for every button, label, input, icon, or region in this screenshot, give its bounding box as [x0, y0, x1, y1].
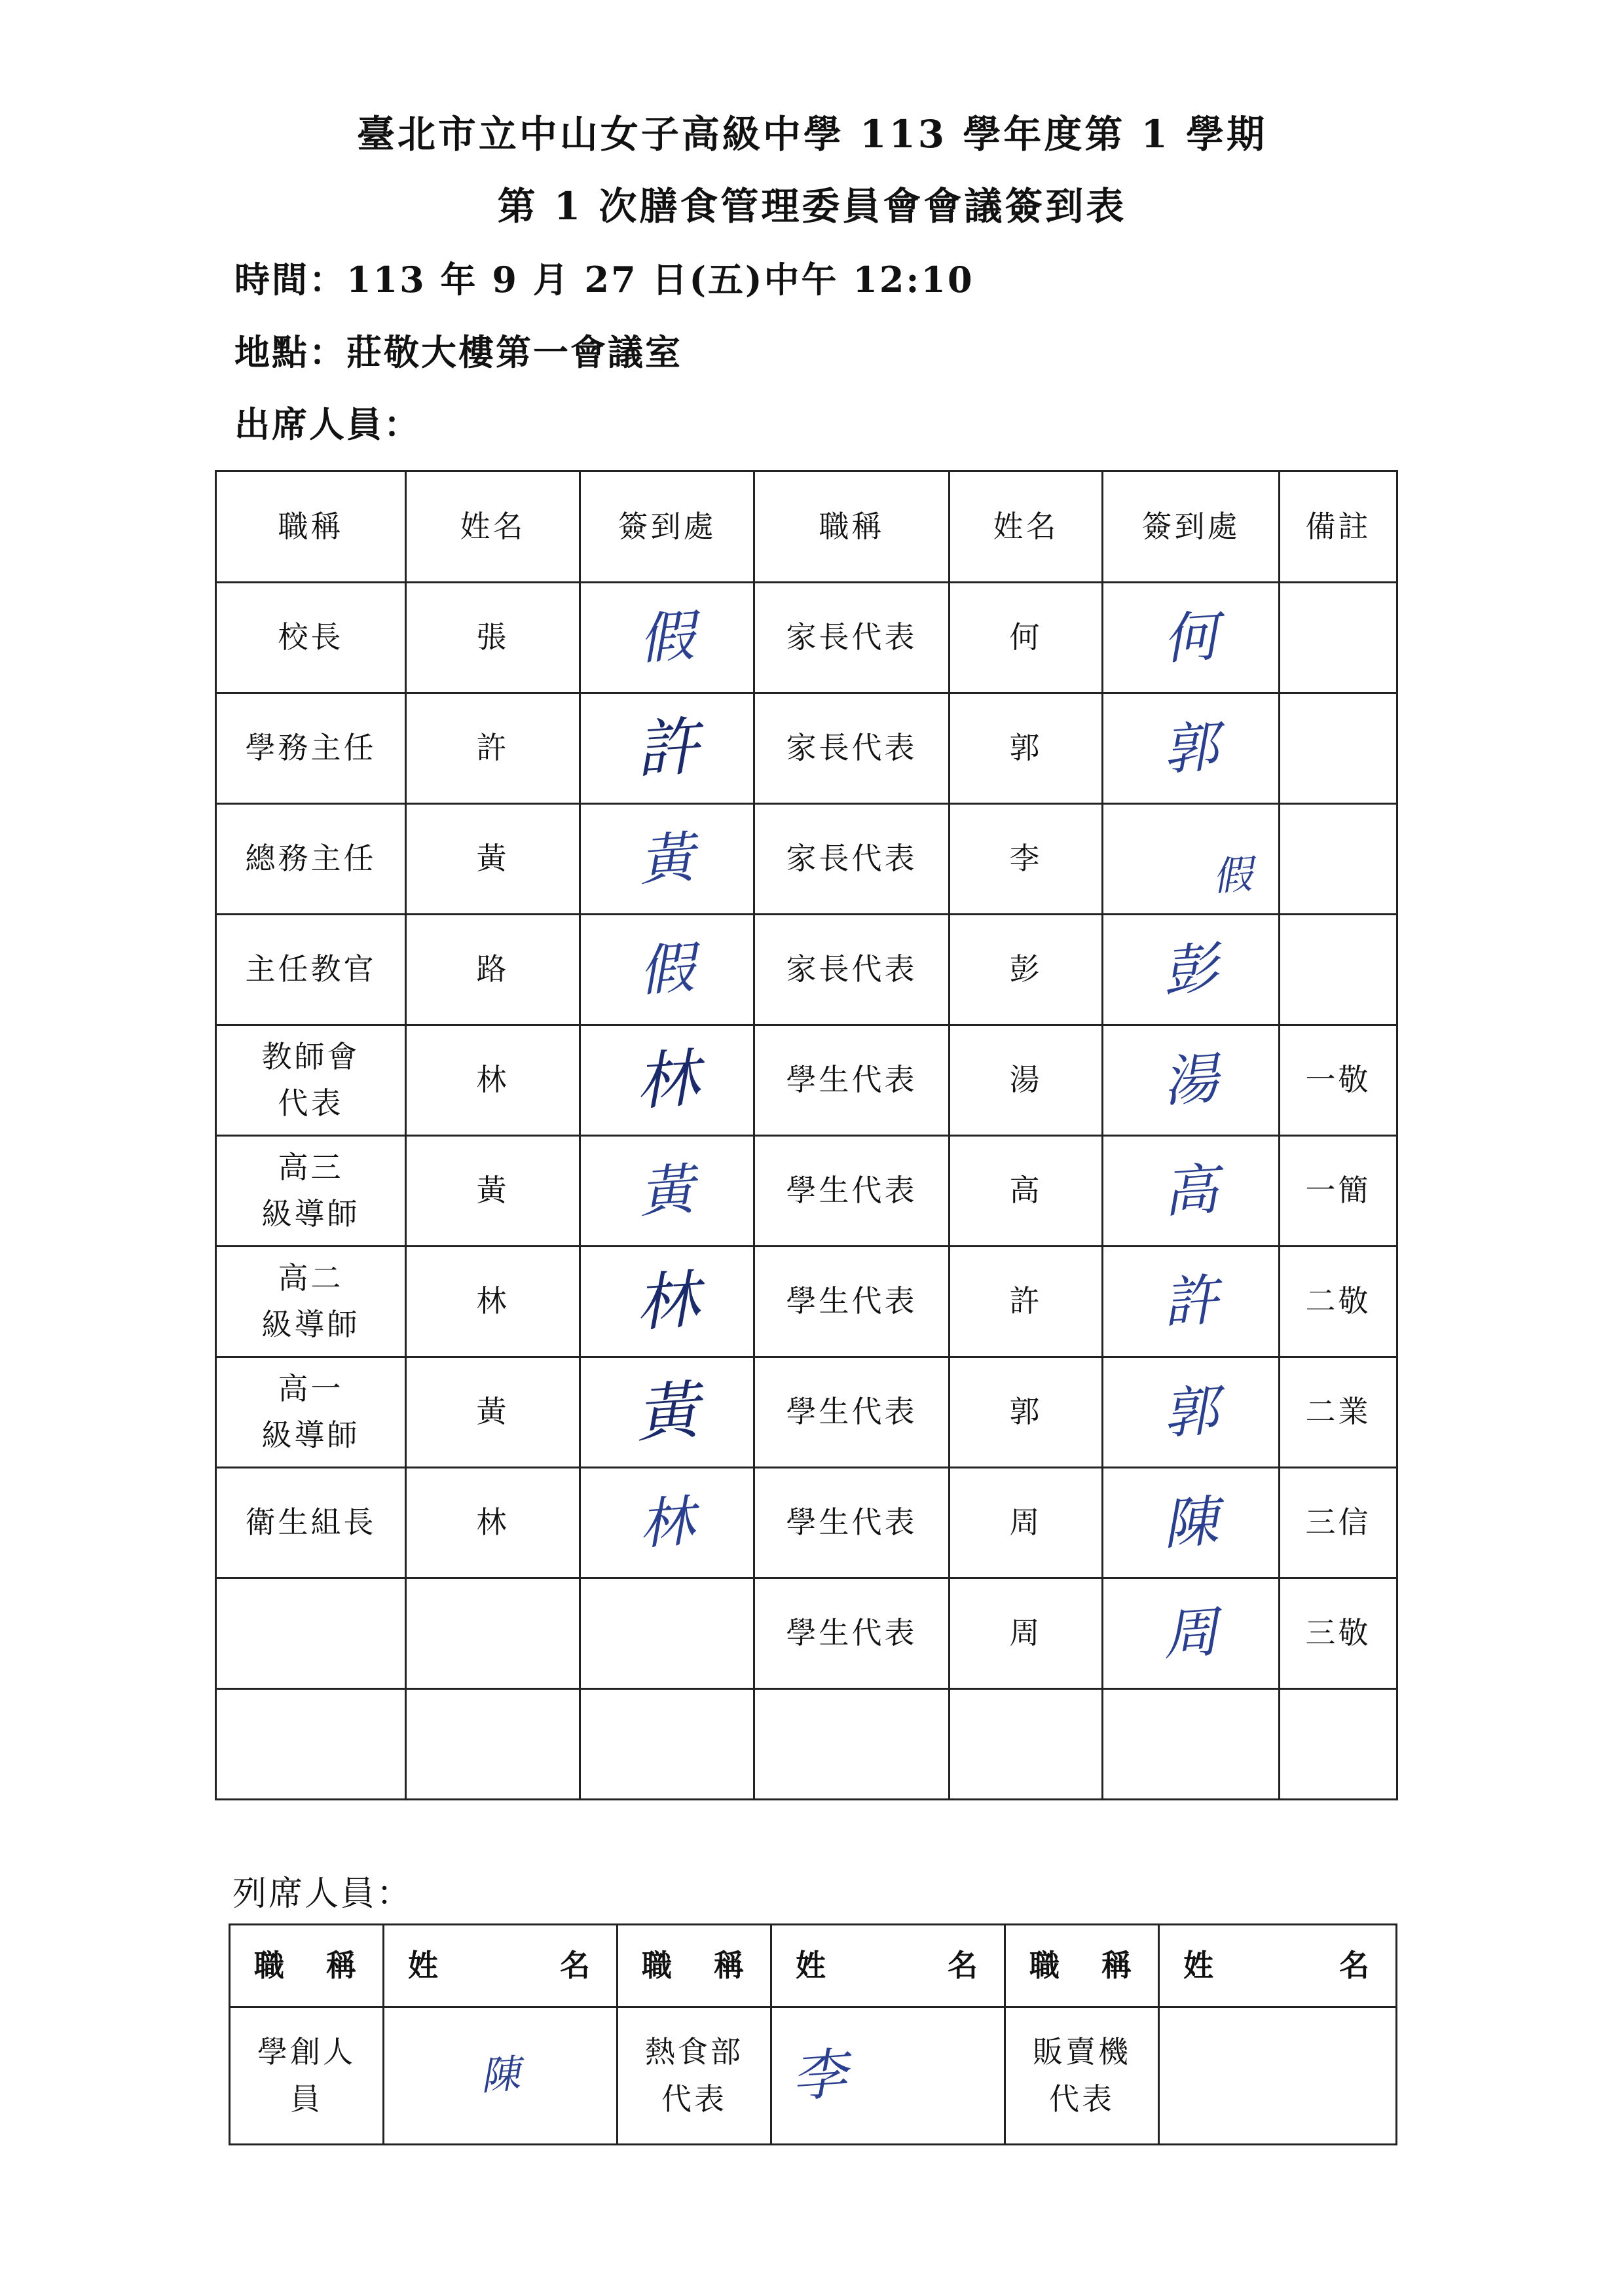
- row-signature-left: 許: [633, 709, 701, 787]
- row-signature-right: 陳: [1161, 1489, 1221, 1557]
- row-name-right-cell: [950, 1578, 1103, 1689]
- row-note-cell: [1280, 1578, 1397, 1689]
- obs-header-title-2: [618, 1925, 771, 2007]
- row-name-right-cell: [950, 804, 1103, 915]
- row-name-left-cell: [406, 804, 580, 915]
- row-signature-right-cell: [1103, 1689, 1280, 1800]
- obs-header-title-char-a: 職: [254, 1947, 287, 1983]
- row-name-right: 湯: [1009, 1062, 1043, 1098]
- row-signature-right-cell: [1103, 1468, 1280, 1578]
- row-note: 三信: [1305, 1504, 1371, 1540]
- obs-signature-cell-3: [1159, 2007, 1397, 2145]
- row-title-right-cell: [754, 1689, 950, 1800]
- document-title-line1: 臺北市立中山女子高級中學 113 學年度第 1 學期: [356, 112, 1268, 156]
- row-name-right-cell: [950, 1247, 1103, 1357]
- row-signature-left: 假: [637, 604, 697, 672]
- row-name-left: 張: [476, 619, 509, 655]
- obs-header-name-char-b: 名: [948, 1947, 980, 1983]
- row-name-left: 許: [476, 730, 509, 766]
- row-signature-right: 郭: [1161, 1378, 1221, 1446]
- row-title-right-cell: [754, 693, 950, 804]
- row-title-left-cell: [216, 1468, 406, 1578]
- row-name-right-cell: [950, 915, 1103, 1025]
- row-signature-left: 假: [637, 936, 697, 1004]
- row-name-left: 林: [476, 1504, 509, 1540]
- obs-header-title-char-b: 稱: [1101, 1947, 1134, 1983]
- row-note-cell: [1280, 693, 1397, 804]
- attendance-header-row: [216, 471, 1397, 583]
- row-note-cell: [1280, 804, 1397, 915]
- row-note-cell: [1280, 583, 1397, 693]
- row-name-right: 李: [1009, 841, 1043, 877]
- row-name-right-cell: [950, 583, 1103, 693]
- obs-header-title-1: [230, 1925, 384, 2007]
- attendance-row: [216, 1689, 1397, 1800]
- attendance-table: [215, 470, 1398, 1800]
- row-title-right-cell: [754, 1247, 950, 1357]
- header-title-2: 職稱: [754, 471, 950, 583]
- row-name-right: 郭: [1009, 730, 1043, 766]
- row-title-right-cell: [754, 1136, 950, 1247]
- row-title-right: 學生代表: [786, 1394, 917, 1430]
- row-name-left: 林: [476, 1062, 509, 1098]
- row-name-right: 許: [1009, 1283, 1043, 1319]
- row-name-right: 高: [1009, 1173, 1043, 1209]
- attendance-row: [216, 804, 1397, 915]
- row-title-right: 學生代表: [786, 1062, 917, 1098]
- row-signature-right-cell: [1103, 1136, 1280, 1247]
- observers-row: [230, 2007, 1397, 2145]
- row-name-left: 黃: [476, 1394, 509, 1430]
- row-name-left: 黃: [476, 1173, 509, 1209]
- attendance-row: [216, 1247, 1397, 1357]
- header-title-1: 職稱: [216, 471, 406, 583]
- row-title-right-cell: [754, 804, 950, 915]
- row-note-cell: [1280, 1468, 1397, 1578]
- row-name-left-cell: [406, 1247, 580, 1357]
- row-name-left-cell: [406, 915, 580, 1025]
- row-name-right: 周: [1009, 1504, 1043, 1540]
- row-signature-left-cell: [580, 915, 754, 1025]
- row-name-left: 黃: [476, 841, 509, 877]
- row-note-cell: [1280, 1689, 1397, 1800]
- header-name-1: 姓名: [406, 471, 580, 583]
- row-title-left: 高二 級導師: [261, 1260, 360, 1342]
- row-signature-left-cell: [580, 1468, 754, 1578]
- obs-header-title-char-b: 稱: [714, 1947, 747, 1983]
- row-title-left-cell: [216, 583, 406, 693]
- row-title-right-cell: [754, 1025, 950, 1136]
- row-signature-left-cell: [580, 693, 754, 804]
- row-title-left: 衛生組長: [245, 1504, 377, 1540]
- row-signature-right-cell: [1103, 1247, 1280, 1357]
- row-signature-left: 林: [637, 1489, 697, 1557]
- row-signature-right-cell: [1103, 1357, 1280, 1468]
- obs-header-name-char-a: 姓: [1183, 1947, 1216, 1983]
- obs-header-name-char-a: 姓: [796, 1947, 828, 1983]
- obs-signature-cell-1: [384, 2007, 618, 2145]
- row-name-right-cell: [950, 1136, 1103, 1247]
- obs-header-name-3: [1159, 1925, 1397, 2007]
- row-signature-right: 彭: [1161, 936, 1221, 1004]
- obs-signature: 陳: [479, 2050, 522, 2100]
- row-signature-right-cell: [1103, 693, 1280, 804]
- row-signature-left: 林: [633, 1262, 701, 1340]
- obs-header-name-char-b: 名: [1339, 1947, 1372, 1983]
- observers-label: 列席人員：: [232, 1874, 413, 1914]
- row-signature-left-cell: [580, 804, 754, 915]
- row-signature-right: 許: [1161, 1267, 1221, 1336]
- row-name-left-cell: [406, 1136, 580, 1247]
- row-name-right: 彭: [1009, 951, 1043, 987]
- row-signature-left-cell: [580, 1247, 754, 1357]
- row-signature-right: 周: [1161, 1599, 1221, 1667]
- row-signature-left-cell: [580, 1578, 754, 1689]
- row-signature-right-cell: [1103, 804, 1280, 915]
- row-name-left: 路: [476, 951, 509, 987]
- row-signature-right-cell: [1103, 915, 1280, 1025]
- obs-header-name-2: [771, 1925, 1005, 2007]
- row-note: 一敬: [1305, 1062, 1371, 1098]
- obs-title-1: [230, 2007, 384, 2145]
- row-note: 一簡: [1305, 1173, 1371, 1209]
- obs-signature-cell-2: [771, 2007, 1005, 2145]
- row-title-right: 家長代表: [786, 730, 917, 766]
- obs-header-title-char-b: 稱: [326, 1947, 359, 1983]
- row-note-cell: [1280, 1357, 1397, 1468]
- row-title-left-cell: [216, 1578, 406, 1689]
- row-name-right-cell: [950, 1025, 1103, 1136]
- attendees-label: 出席人員：: [234, 403, 421, 445]
- row-note: 三敬: [1305, 1615, 1371, 1651]
- row-title-left-cell: [216, 693, 406, 804]
- row-signature-right-cell: [1103, 1578, 1280, 1689]
- row-name-right: 郭: [1009, 1394, 1043, 1430]
- obs-header-title-3: [1005, 1925, 1159, 2007]
- row-note-cell: [1280, 1025, 1397, 1136]
- row-name-left-cell: [406, 1025, 580, 1136]
- row-name-left-cell: [406, 693, 580, 804]
- row-title-left: 主任教官: [245, 951, 377, 987]
- attendance-row: [216, 915, 1397, 1025]
- row-name-left: 林: [476, 1283, 509, 1319]
- obs-title-text: 學創人 員: [257, 2034, 356, 2117]
- observers-header-row: [230, 1925, 1397, 2007]
- row-name-right: 何: [1009, 619, 1043, 655]
- row-name-right-cell: [950, 693, 1103, 804]
- row-title-left: 教師會 代表: [261, 1038, 360, 1121]
- row-title-right: 家長代表: [786, 619, 917, 655]
- row-title-left-cell: [216, 1689, 406, 1800]
- row-signature-left-cell: [580, 1689, 754, 1800]
- row-signature-right: 湯: [1161, 1046, 1221, 1114]
- obs-header-name-1: [384, 1925, 618, 2007]
- row-title-left: 學務主任: [245, 730, 377, 766]
- row-title-right-cell: [754, 1468, 950, 1578]
- row-signature-left: 林: [633, 1041, 701, 1119]
- row-title-right: 學生代表: [786, 1504, 917, 1540]
- row-title-left-cell: [216, 915, 406, 1025]
- row-signature-right: 假: [1211, 851, 1254, 901]
- row-signature-left-cell: [580, 1025, 754, 1136]
- row-signature-left: 黃: [637, 825, 697, 893]
- header-name-2: 姓名: [950, 471, 1103, 583]
- row-note-cell: [1280, 1247, 1397, 1357]
- row-title-left-cell: [216, 804, 406, 915]
- row-name-right-cell: [950, 1689, 1103, 1800]
- header-note: 備註: [1280, 471, 1397, 583]
- row-note-cell: [1280, 915, 1397, 1025]
- row-title-left: 校長: [278, 619, 344, 655]
- row-title-right-cell: [754, 1578, 950, 1689]
- row-title-left-cell: [216, 1025, 406, 1136]
- row-title-left: 高一 級導師: [261, 1370, 360, 1453]
- attendance-row: [216, 583, 1397, 693]
- row-signature-left: 黃: [637, 1157, 697, 1225]
- row-title-right-cell: [754, 915, 950, 1025]
- row-signature-right: 郭: [1161, 714, 1221, 782]
- attendance-row: [216, 693, 1397, 804]
- row-title-left: 高三 級導師: [261, 1149, 360, 1231]
- row-name-left-cell: [406, 1578, 580, 1689]
- obs-header-name-char-b: 名: [560, 1947, 593, 1983]
- row-note: 二業: [1305, 1394, 1371, 1430]
- header-sign-1: 簽到處: [580, 471, 754, 583]
- row-title-right: 家長代表: [786, 951, 917, 987]
- row-note: 二敬: [1305, 1283, 1371, 1319]
- obs-signature: 李: [789, 2041, 849, 2110]
- row-signature-right-cell: [1103, 1025, 1280, 1136]
- row-title-right: 學生代表: [786, 1283, 917, 1319]
- row-name-left-cell: [406, 583, 580, 693]
- row-name-right-cell: [950, 1468, 1103, 1578]
- row-note-cell: [1280, 1136, 1397, 1247]
- attendance-row: [216, 1357, 1397, 1468]
- attendance-row: [216, 1578, 1397, 1689]
- observers-table: [229, 1923, 1397, 2145]
- row-signature-left-cell: [580, 583, 754, 693]
- attendance-row: [216, 1468, 1397, 1578]
- row-signature-right-cell: [1103, 583, 1280, 693]
- obs-title-text: 販賣機 代表: [1033, 2034, 1131, 2117]
- row-name-right-cell: [950, 1357, 1103, 1468]
- document-title-line2: 第 1 次膳食管理委員會會議簽到表: [497, 184, 1127, 228]
- row-signature-left-cell: [580, 1357, 754, 1468]
- row-title-right-cell: [754, 1357, 950, 1468]
- row-name-left-cell: [406, 1468, 580, 1578]
- obs-title-2: [618, 2007, 771, 2145]
- row-signature-left-cell: [580, 1136, 754, 1247]
- obs-header-name-char-a: 姓: [408, 1947, 441, 1983]
- row-signature-left: 黃: [633, 1373, 701, 1451]
- header-sign-2: 簽到處: [1103, 471, 1280, 583]
- attendance-row: [216, 1136, 1397, 1247]
- meeting-time: 時間：113 年 9 月 27 日(五)中午 12:10: [234, 259, 974, 301]
- row-name-right: 周: [1009, 1615, 1043, 1651]
- row-title-right-cell: [754, 583, 950, 693]
- row-name-left-cell: [406, 1357, 580, 1468]
- row-title-left: 總務主任: [245, 841, 377, 877]
- row-name-left-cell: [406, 1689, 580, 1800]
- row-title-left-cell: [216, 1247, 406, 1357]
- obs-header-title-char-a: 職: [642, 1947, 674, 1983]
- meeting-place: 地點：莊敬大樓第一會議室: [234, 331, 682, 373]
- row-title-left-cell: [216, 1136, 406, 1247]
- obs-title-text: 熱食部 代表: [645, 2034, 743, 2117]
- row-title-right: 學生代表: [786, 1615, 917, 1651]
- row-signature-right: 何: [1161, 604, 1221, 672]
- row-title-left-cell: [216, 1357, 406, 1468]
- row-title-right: 學生代表: [786, 1173, 917, 1209]
- attendance-row: [216, 1025, 1397, 1136]
- row-signature-right: 高: [1161, 1157, 1221, 1225]
- row-title-right: 家長代表: [786, 841, 917, 877]
- obs-title-3: [1005, 2007, 1159, 2145]
- obs-header-title-char-a: 職: [1029, 1947, 1062, 1983]
